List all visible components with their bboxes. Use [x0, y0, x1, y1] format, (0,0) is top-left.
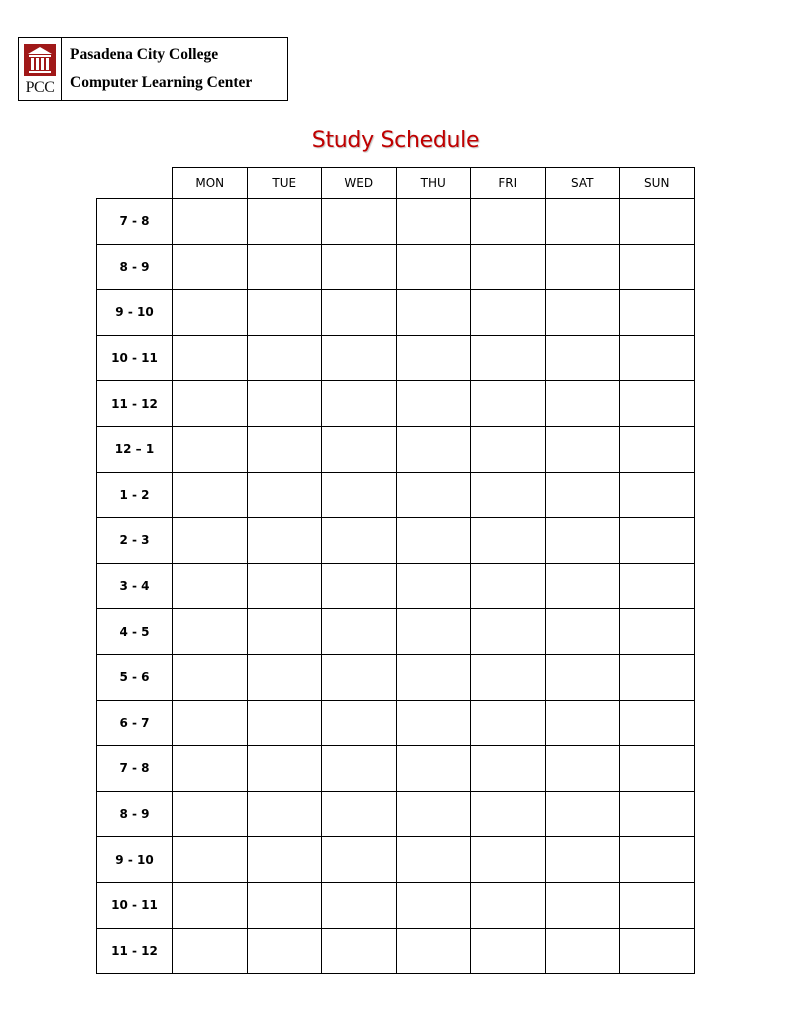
- schedule-cell-wed[interactable]: [322, 609, 397, 655]
- schedule-cell-tue[interactable]: [247, 335, 322, 381]
- day-header-fri: FRI: [471, 168, 546, 199]
- schedule-cell-sun[interactable]: [620, 746, 695, 792]
- table-row: [97, 244, 695, 290]
- page-title: Study Schedule: [311, 128, 480, 153]
- schedule-cell-wed[interactable]: [322, 335, 397, 381]
- schedule-cell-sun[interactable]: [620, 381, 695, 427]
- schedule-cell-thu[interactable]: [396, 609, 471, 655]
- college-name: Pasadena City College: [70, 46, 219, 63]
- schedule-cell-fri[interactable]: [471, 290, 546, 336]
- schedule-cell-sun[interactable]: [620, 244, 695, 290]
- time-slot-label: 6 - 7: [97, 700, 173, 746]
- schedule-cell-mon[interactable]: [173, 335, 248, 381]
- time-slot-label: 7 - 8: [97, 746, 173, 792]
- schedule-cell-wed[interactable]: [322, 244, 397, 290]
- schedule-cell-fri[interactable]: [471, 746, 546, 792]
- schedule-cell-mon[interactable]: [173, 563, 248, 609]
- time-slot-label: 10 - 11: [97, 882, 173, 928]
- schedule-cell-sun[interactable]: [620, 654, 695, 700]
- schedule-cell-fri[interactable]: [471, 244, 546, 290]
- day-header-mon: MON: [173, 168, 248, 199]
- schedule-cell-thu[interactable]: [396, 381, 471, 427]
- time-slot-label: 7 - 8: [97, 199, 173, 245]
- schedule-cell-sat[interactable]: [545, 654, 620, 700]
- table-row: [97, 290, 695, 336]
- table-row: [97, 882, 695, 928]
- schedule-cell-tue[interactable]: [247, 381, 322, 427]
- schedule-cell-sun[interactable]: [620, 837, 695, 883]
- schedule-cell-sat[interactable]: [545, 472, 620, 518]
- schedule-cell-thu[interactable]: [396, 244, 471, 290]
- table-row: [97, 837, 695, 883]
- schedule-cell-sat[interactable]: [545, 609, 620, 655]
- schedule-cell-fri[interactable]: [471, 518, 546, 564]
- schedule-cell-tue[interactable]: [247, 426, 322, 472]
- schedule-cell-mon[interactable]: [173, 928, 248, 974]
- logo-text: PCC: [25, 79, 55, 96]
- schedule-cell-mon[interactable]: [173, 381, 248, 427]
- schedule-cell-sun[interactable]: [620, 882, 695, 928]
- time-slot-label: 8 - 9: [97, 244, 173, 290]
- time-slot-label: 12 – 1: [97, 426, 173, 472]
- schedule-cell-sat[interactable]: [545, 882, 620, 928]
- table-row: [97, 426, 695, 472]
- table-row: [97, 199, 695, 245]
- schedule-cell-thu[interactable]: [396, 290, 471, 336]
- schedule-cell-fri[interactable]: [471, 381, 546, 427]
- schedule-cell-sat[interactable]: [545, 928, 620, 974]
- schedule-cell-wed[interactable]: [322, 426, 397, 472]
- schedule-cell-wed[interactable]: [322, 746, 397, 792]
- schedule-cell-thu[interactable]: [396, 199, 471, 245]
- schedule-cell-wed[interactable]: [322, 381, 397, 427]
- schedule-cell-fri[interactable]: [471, 426, 546, 472]
- table-row: [97, 654, 695, 700]
- schedule-cell-tue[interactable]: [247, 700, 322, 746]
- schedule-body: [97, 199, 695, 974]
- time-slot-label: 1 - 2: [97, 472, 173, 518]
- schedule-cell-fri[interactable]: [471, 791, 546, 837]
- schedule-cell-sun[interactable]: [620, 563, 695, 609]
- schedule-cell-fri[interactable]: [471, 882, 546, 928]
- time-slot-label: 10 - 11: [97, 335, 173, 381]
- day-header-sat: SAT: [545, 168, 620, 199]
- schedule-cell-sun[interactable]: [620, 700, 695, 746]
- schedule-cell-mon[interactable]: [173, 882, 248, 928]
- schedule-cell-tue[interactable]: [247, 837, 322, 883]
- schedule-cell-fri[interactable]: [471, 563, 546, 609]
- schedule-cell-fri[interactable]: [471, 654, 546, 700]
- header-row: [97, 168, 695, 199]
- schedule-cell-wed[interactable]: [322, 199, 397, 245]
- schedule-cell-sun[interactable]: [620, 199, 695, 245]
- table-row: [97, 472, 695, 518]
- schedule-cell-wed[interactable]: [322, 472, 397, 518]
- schedule-cell-wed[interactable]: [322, 700, 397, 746]
- schedule-cell-sat[interactable]: [545, 381, 620, 427]
- schedule-cell-wed[interactable]: [322, 791, 397, 837]
- center-name: Computer Learning Center: [70, 74, 253, 91]
- day-header-thu: THU: [396, 168, 471, 199]
- schedule-cell-sun[interactable]: [620, 609, 695, 655]
- schedule-cell-thu[interactable]: [396, 472, 471, 518]
- time-slot-label: 9 - 10: [97, 290, 173, 336]
- schedule-cell-sat[interactable]: [545, 700, 620, 746]
- schedule-cell-wed[interactable]: [322, 518, 397, 564]
- schedule-cell-wed[interactable]: [322, 882, 397, 928]
- schedule-cell-mon[interactable]: [173, 791, 248, 837]
- schedule-cell-wed[interactable]: [322, 837, 397, 883]
- building-icon: [22, 42, 58, 78]
- schedule-cell-tue[interactable]: [247, 290, 322, 336]
- time-slot-label: 3 - 4: [97, 563, 173, 609]
- schedule-cell-thu[interactable]: [396, 882, 471, 928]
- schedule-cell-thu[interactable]: [396, 654, 471, 700]
- schedule-cell-fri[interactable]: [471, 199, 546, 245]
- schedule-cell-mon[interactable]: [173, 244, 248, 290]
- org-name: [62, 38, 252, 100]
- schedule-cell-mon[interactable]: [173, 609, 248, 655]
- schedule-cell-sat[interactable]: [545, 518, 620, 564]
- schedule-cell-sat[interactable]: [545, 563, 620, 609]
- schedule-cell-sun[interactable]: [620, 426, 695, 472]
- schedule-cell-mon[interactable]: [173, 472, 248, 518]
- table-row: [97, 518, 695, 564]
- schedule-cell-mon[interactable]: [173, 199, 248, 245]
- table-row: [97, 381, 695, 427]
- time-slot-label: 4 - 5: [97, 609, 173, 655]
- schedule-cell-tue[interactable]: [247, 563, 322, 609]
- schedule-cell-fri[interactable]: [471, 609, 546, 655]
- schedule-cell-fri[interactable]: [471, 700, 546, 746]
- day-header-tue: TUE: [247, 168, 322, 199]
- schedule-cell-thu[interactable]: [396, 518, 471, 564]
- schedule-cell-sat[interactable]: [545, 426, 620, 472]
- schedule-cell-thu[interactable]: [396, 837, 471, 883]
- table-row: [97, 335, 695, 381]
- schedule-cell-fri[interactable]: [471, 928, 546, 974]
- schedule-cell-mon[interactable]: [173, 426, 248, 472]
- schedule-cell-mon[interactable]: [173, 837, 248, 883]
- schedule-cell-fri[interactable]: [471, 472, 546, 518]
- schedule-cell-tue[interactable]: [247, 928, 322, 974]
- schedule-cell-sat[interactable]: [545, 290, 620, 336]
- schedule-cell-mon[interactable]: [173, 700, 248, 746]
- table-row: [97, 609, 695, 655]
- time-slot-label: 8 - 9: [97, 791, 173, 837]
- schedule-cell-thu[interactable]: [396, 746, 471, 792]
- schedule-cell-mon[interactable]: [173, 290, 248, 336]
- table-row: [97, 928, 695, 974]
- schedule-cell-sun[interactable]: [620, 290, 695, 336]
- schedule-cell-thu[interactable]: [396, 700, 471, 746]
- header-box: [18, 37, 288, 101]
- time-slot-label: 11 - 12: [97, 381, 173, 427]
- schedule-cell-sun[interactable]: [620, 928, 695, 974]
- schedule-cell-sat[interactable]: [545, 199, 620, 245]
- schedule-cell-tue[interactable]: [247, 472, 322, 518]
- table-row: [97, 700, 695, 746]
- table-row: [97, 563, 695, 609]
- schedule-cell-tue[interactable]: [247, 791, 322, 837]
- time-slot-label: 5 - 6: [97, 654, 173, 700]
- schedule-cell-tue[interactable]: [247, 518, 322, 564]
- day-header-wed: WED: [322, 168, 397, 199]
- schedule-cell-thu[interactable]: [396, 791, 471, 837]
- schedule-cell-wed[interactable]: [322, 563, 397, 609]
- schedule-cell-tue[interactable]: [247, 199, 322, 245]
- time-slot-label: 11 - 12: [97, 928, 173, 974]
- schedule-cell-fri[interactable]: [471, 837, 546, 883]
- schedule-cell-mon[interactable]: [173, 518, 248, 564]
- schedule-cell-thu[interactable]: [396, 335, 471, 381]
- schedule-table: [96, 167, 695, 974]
- schedule-cell-fri[interactable]: [471, 335, 546, 381]
- schedule-cell-sat[interactable]: [545, 837, 620, 883]
- schedule-cell-tue[interactable]: [247, 244, 322, 290]
- schedule-cell-sun[interactable]: [620, 472, 695, 518]
- schedule-cell-thu[interactable]: [396, 563, 471, 609]
- schedule-cell-sat[interactable]: [545, 791, 620, 837]
- schedule-cell-tue[interactable]: [247, 882, 322, 928]
- schedule-cell-tue[interactable]: [247, 609, 322, 655]
- schedule-cell-sat[interactable]: [545, 335, 620, 381]
- schedule-cell-tue[interactable]: [247, 746, 322, 792]
- schedule-cell-thu[interactable]: [396, 426, 471, 472]
- table-row: [97, 791, 695, 837]
- schedule-cell-wed[interactable]: [322, 654, 397, 700]
- schedule-cell-wed[interactable]: [322, 928, 397, 974]
- schedule-cell-sat[interactable]: [545, 244, 620, 290]
- schedule-cell-sun[interactable]: [620, 791, 695, 837]
- pcc-logo: [19, 38, 62, 100]
- schedule-cell-thu[interactable]: [396, 928, 471, 974]
- day-header-sun: SUN: [620, 168, 695, 199]
- schedule-cell-mon[interactable]: [173, 746, 248, 792]
- table-row: [97, 746, 695, 792]
- schedule-cell-wed[interactable]: [322, 290, 397, 336]
- schedule-cell-sun[interactable]: [620, 518, 695, 564]
- schedule-cell-mon[interactable]: [173, 654, 248, 700]
- time-slot-label: 9 - 10: [97, 837, 173, 883]
- corner-cell: [97, 168, 173, 199]
- schedule-cell-tue[interactable]: [247, 654, 322, 700]
- schedule-cell-sat[interactable]: [545, 746, 620, 792]
- time-slot-label: 2 - 3: [97, 518, 173, 564]
- schedule-cell-sun[interactable]: [620, 335, 695, 381]
